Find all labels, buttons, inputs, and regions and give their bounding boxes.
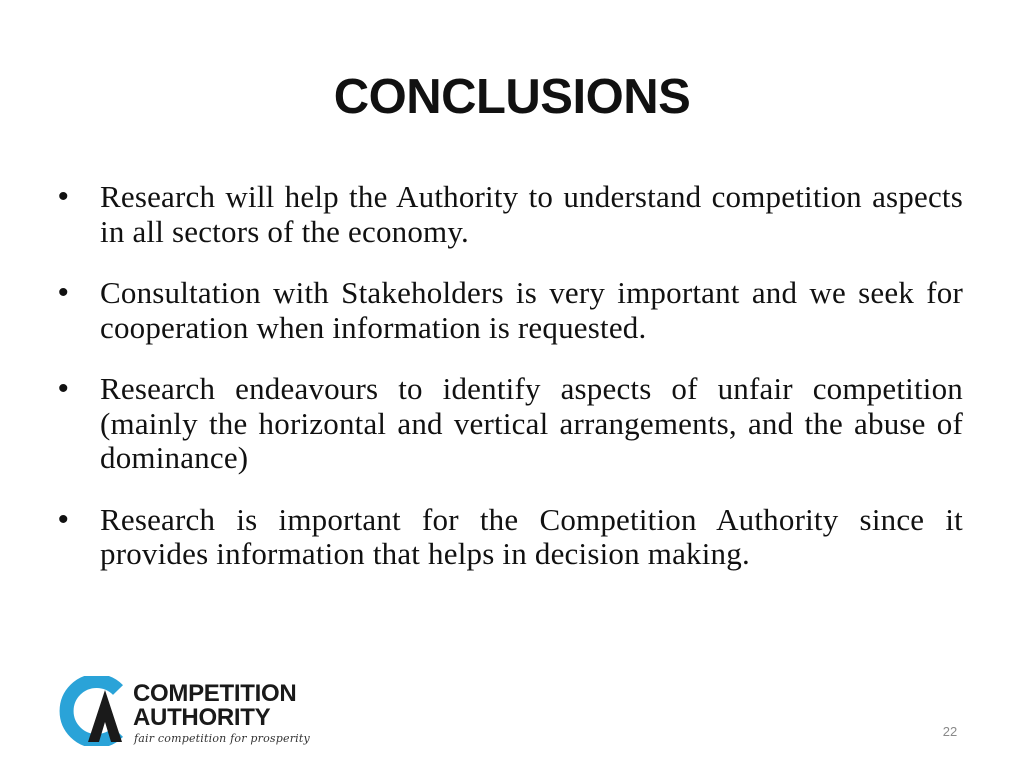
bullet-text: Research is important for the Competition Authority since it provides information that helps in decision making. xyxy=(100,501,963,571)
bullet-text: Research will help the Authority to understand competition aspects in all sectors of the economy. xyxy=(100,179,963,249)
bullet-item xyxy=(58,503,963,572)
bullet-text: Research endeavours to identify aspects of unfair competition (mainly the horizontal and vertical arrangements, and the abuse of dominance) xyxy=(100,371,963,475)
bullet-icon: • xyxy=(58,180,69,213)
logo-line-2: AUTHORITY xyxy=(133,704,271,731)
competition-authority-logo xyxy=(48,676,338,752)
bullet-text: Consultation with Stakeholders is very important and we seek for cooperation when information is requested. xyxy=(100,275,963,345)
bullet-item xyxy=(58,276,963,345)
page-number: 22 xyxy=(942,724,958,739)
logo-mark-icon xyxy=(48,676,132,746)
bullet-list xyxy=(58,180,963,599)
bullet-item xyxy=(58,180,963,249)
bullet-icon: • xyxy=(58,502,69,536)
logo-tagline: fair competition for prosperity xyxy=(134,732,310,745)
logo-line-1: COMPETITION xyxy=(133,680,297,707)
bullet-icon: • xyxy=(58,276,69,309)
bullet-item xyxy=(58,372,963,476)
slide-title: CONCLUSIONS xyxy=(333,70,691,124)
bullet-icon: • xyxy=(58,372,69,405)
